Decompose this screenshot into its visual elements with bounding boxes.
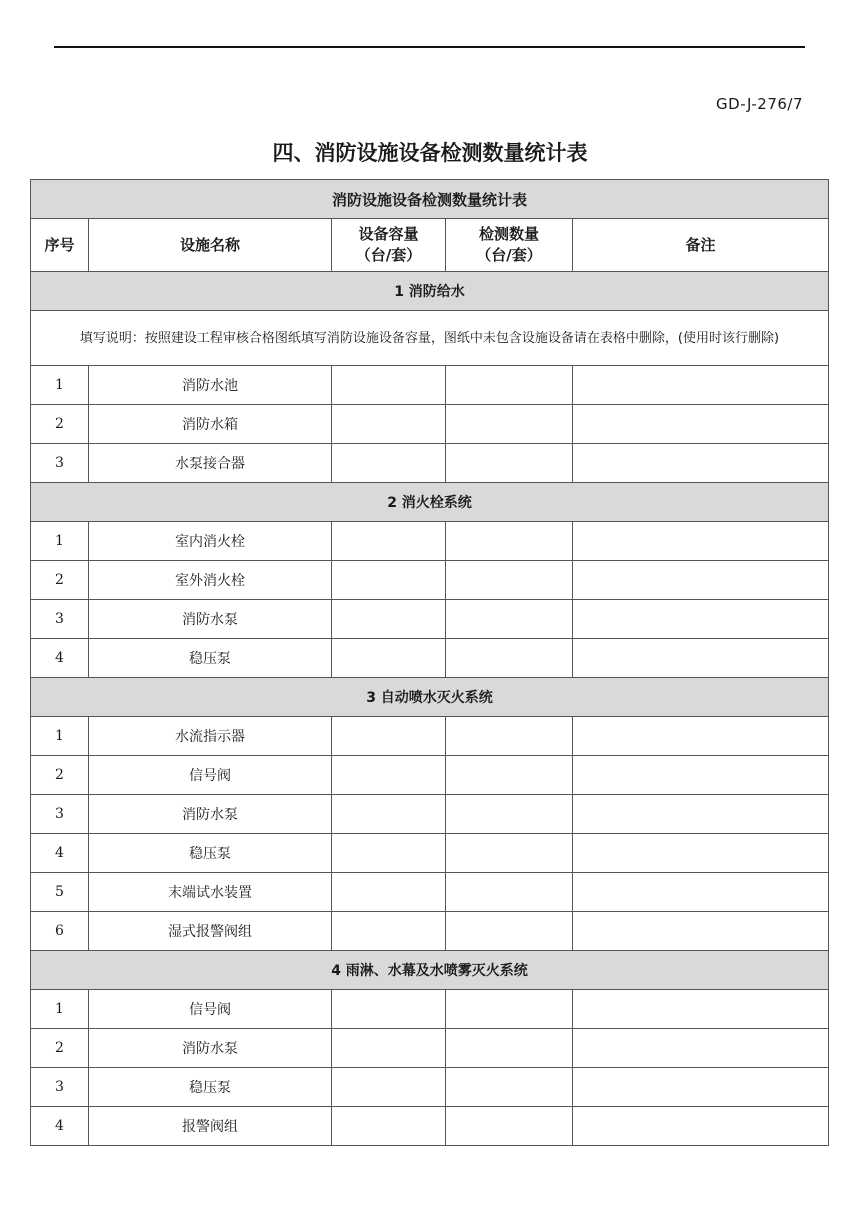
table-row xyxy=(31,1068,829,1107)
cell-remark[interactable] xyxy=(573,522,829,561)
cell-remark[interactable] xyxy=(573,366,829,405)
cell-capacity[interactable] xyxy=(332,912,446,951)
table-row xyxy=(31,405,829,444)
cell-remark[interactable] xyxy=(573,1029,829,1068)
table-row xyxy=(31,600,829,639)
cell-test-count[interactable] xyxy=(446,912,573,951)
cell-seq: 3 xyxy=(31,1068,89,1107)
cell-capacity[interactable] xyxy=(332,834,446,873)
table-header-row xyxy=(31,219,829,272)
statistics-table xyxy=(30,179,829,1146)
cell-remark[interactable] xyxy=(573,834,829,873)
cell-capacity[interactable] xyxy=(332,639,446,678)
cell-capacity[interactable] xyxy=(332,444,446,483)
cell-test-count[interactable] xyxy=(446,366,573,405)
table-row xyxy=(31,1029,829,1068)
column-header-name: 设施名称 xyxy=(89,219,332,272)
table-row xyxy=(31,522,829,561)
cell-capacity[interactable] xyxy=(332,1029,446,1068)
cell-facility-name: 稳压泵 xyxy=(89,834,332,873)
cell-facility-name: 室内消火栓 xyxy=(89,522,332,561)
table-row xyxy=(31,873,829,912)
cell-seq: 1 xyxy=(31,522,89,561)
cell-seq: 1 xyxy=(31,990,89,1029)
cell-remark[interactable] xyxy=(573,756,829,795)
cell-facility-name: 消防水泵 xyxy=(89,1029,332,1068)
table-row xyxy=(31,366,829,405)
cell-remark[interactable] xyxy=(573,600,829,639)
cell-test-count[interactable] xyxy=(446,600,573,639)
table-row xyxy=(31,717,829,756)
cell-capacity[interactable] xyxy=(332,366,446,405)
table-title: 消防设施设备检测数量统计表 xyxy=(31,180,829,219)
cell-seq: 2 xyxy=(31,561,89,600)
cell-seq: 4 xyxy=(31,639,89,678)
cell-test-count[interactable] xyxy=(446,756,573,795)
cell-facility-name: 末端试水装置 xyxy=(89,873,332,912)
cell-facility-name: 消防水泵 xyxy=(89,795,332,834)
cell-facility-name: 稳压泵 xyxy=(89,639,332,678)
cell-capacity[interactable] xyxy=(332,600,446,639)
cell-facility-name: 消防水箱 xyxy=(89,405,332,444)
cell-seq: 6 xyxy=(31,912,89,951)
cell-seq: 5 xyxy=(31,873,89,912)
cell-seq: 3 xyxy=(31,444,89,483)
cell-seq: 1 xyxy=(31,366,89,405)
cell-test-count[interactable] xyxy=(446,561,573,600)
document-code: GD-J-276/7 xyxy=(716,95,803,113)
capacity-unit: （台/套） xyxy=(355,246,422,264)
cell-facility-name: 报警阀组 xyxy=(89,1107,332,1146)
cell-seq: 3 xyxy=(31,600,89,639)
cell-facility-name: 信号阀 xyxy=(89,756,332,795)
cell-capacity[interactable] xyxy=(332,990,446,1029)
table-row xyxy=(31,1107,829,1146)
cell-remark[interactable] xyxy=(573,717,829,756)
cell-test-count[interactable] xyxy=(446,1068,573,1107)
cell-remark[interactable] xyxy=(573,912,829,951)
cell-test-count[interactable] xyxy=(446,1029,573,1068)
section-heading: 4 雨淋、水幕及水喷雾灭火系统 xyxy=(31,951,829,990)
instruction-note: 填写说明：按照建设工程审核合格图纸填写消防设施设备容量，图纸中未包含设施设备请在表格中删除，(使用时该行删除) xyxy=(31,311,829,366)
cell-capacity[interactable] xyxy=(332,405,446,444)
capacity-label: 设备容量 xyxy=(358,225,419,243)
cell-seq: 3 xyxy=(31,795,89,834)
cell-remark[interactable] xyxy=(573,561,829,600)
table-row xyxy=(31,561,829,600)
table-row xyxy=(31,639,829,678)
cell-test-count[interactable] xyxy=(446,522,573,561)
cell-facility-name: 室外消火栓 xyxy=(89,561,332,600)
cell-test-count[interactable] xyxy=(446,1107,573,1146)
cell-facility-name: 湿式报警阀组 xyxy=(89,912,332,951)
cell-seq: 4 xyxy=(31,1107,89,1146)
cell-test-count[interactable] xyxy=(446,717,573,756)
cell-facility-name: 消防水池 xyxy=(89,366,332,405)
table-row xyxy=(31,990,829,1029)
table-row xyxy=(31,444,829,483)
cell-test-count[interactable] xyxy=(446,990,573,1029)
cell-remark[interactable] xyxy=(573,1107,829,1146)
table-row xyxy=(31,834,829,873)
cell-remark[interactable] xyxy=(573,639,829,678)
cell-test-count[interactable] xyxy=(446,444,573,483)
cell-seq: 2 xyxy=(31,1029,89,1068)
cell-remark[interactable] xyxy=(573,990,829,1029)
cell-facility-name: 信号阀 xyxy=(89,990,332,1029)
cell-remark[interactable] xyxy=(573,1068,829,1107)
cell-seq: 2 xyxy=(31,756,89,795)
instruction-row xyxy=(31,311,829,366)
cell-test-count[interactable] xyxy=(446,795,573,834)
table-title-row xyxy=(31,180,829,219)
column-header-capacity xyxy=(332,219,446,272)
section-heading-row xyxy=(31,951,829,990)
cell-test-count[interactable] xyxy=(446,405,573,444)
count-label: 检测数量 xyxy=(478,225,539,243)
cell-test-count[interactable] xyxy=(446,873,573,912)
table-row xyxy=(31,912,829,951)
section-heading-row xyxy=(31,272,829,311)
cell-capacity[interactable] xyxy=(332,795,446,834)
cell-remark[interactable] xyxy=(573,405,829,444)
cell-capacity[interactable] xyxy=(332,756,446,795)
cell-facility-name: 水流指示器 xyxy=(89,717,332,756)
section-heading-row xyxy=(31,483,829,522)
cell-test-count[interactable] xyxy=(446,639,573,678)
cell-capacity[interactable] xyxy=(332,873,446,912)
cell-facility-name: 稳压泵 xyxy=(89,1068,332,1107)
cell-test-count[interactable] xyxy=(446,834,573,873)
column-header-remark: 备注 xyxy=(573,219,829,272)
count-unit: （台/套） xyxy=(476,246,542,264)
cell-seq: 1 xyxy=(31,717,89,756)
section-heading-row xyxy=(31,678,829,717)
column-header-count xyxy=(446,219,573,272)
cell-capacity[interactable] xyxy=(332,522,446,561)
cell-facility-name: 消防水泵 xyxy=(89,600,332,639)
table-row xyxy=(31,756,829,795)
header-rule xyxy=(54,46,805,48)
table-row xyxy=(31,795,829,834)
cell-capacity[interactable] xyxy=(332,717,446,756)
section-heading: 1 消防给水 xyxy=(31,272,829,311)
cell-seq: 4 xyxy=(31,834,89,873)
section-heading: 3 自动喷水灭火系统 xyxy=(31,678,829,717)
cell-capacity[interactable] xyxy=(332,1068,446,1107)
cell-capacity[interactable] xyxy=(332,561,446,600)
cell-facility-name: 水泵接合器 xyxy=(89,444,332,483)
cell-remark[interactable] xyxy=(573,873,829,912)
cell-seq: 2 xyxy=(31,405,89,444)
page-title: 四、消防设施设备检测数量统计表 xyxy=(272,141,588,165)
column-header-seq: 序号 xyxy=(31,219,89,272)
cell-remark[interactable] xyxy=(573,795,829,834)
cell-remark[interactable] xyxy=(573,444,829,483)
cell-capacity[interactable] xyxy=(332,1107,446,1146)
section-heading: 2 消火栓系统 xyxy=(31,483,829,522)
